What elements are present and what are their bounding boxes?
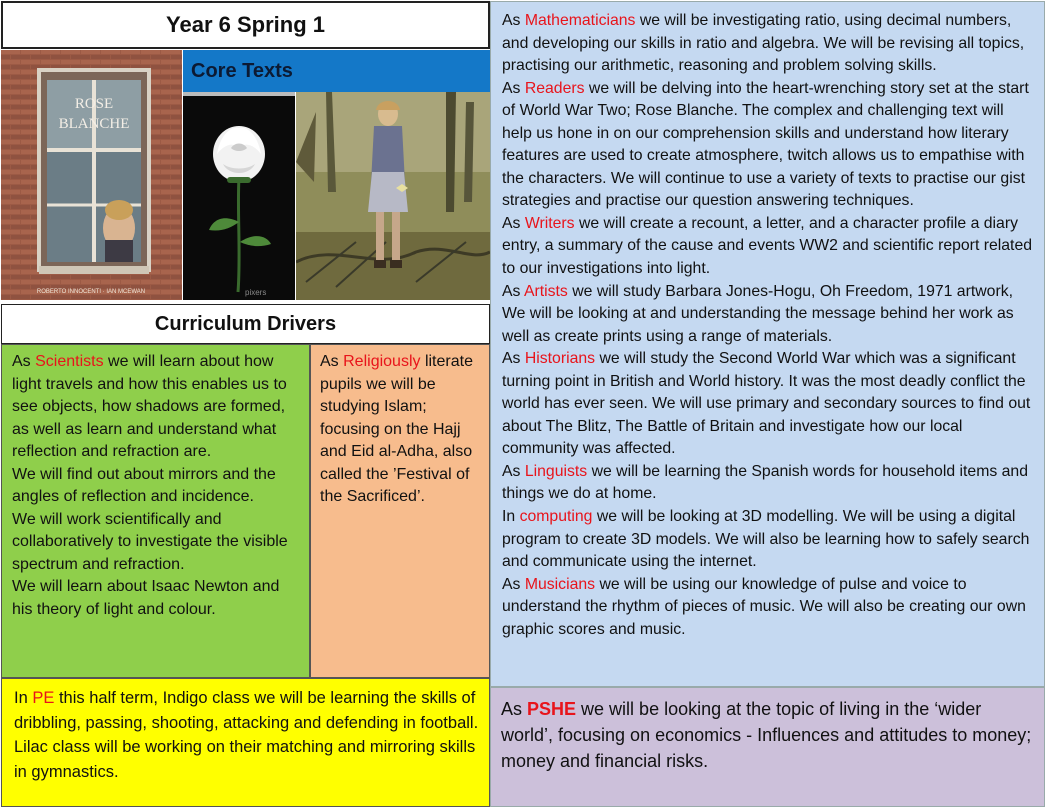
- religious-subject: Religiously: [343, 353, 421, 370]
- subject-name: computing: [519, 508, 593, 526]
- subject-name: Readers: [524, 79, 585, 97]
- subject-body: we will be delving into the heart-wrenching story set at the start of World War Two; Rose Blanche. The complex and challenging text will help us hone in on our comprehension skills and understand how literary features are used to create atmosphere, twitch allows us to empathise with the characters. We will continue to use a variety of texts to practise our gist strategies and practise our question answering techniques.: [502, 79, 1029, 210]
- subject-prefix: As: [502, 282, 524, 300]
- subject-prefix: As: [502, 575, 525, 593]
- pshe-body: we will be looking at the topic of living in the ‘wider world’, focusing on economics - Influences and attitudes to money; money and financial risks.: [501, 699, 1032, 771]
- pshe-prefix: As: [501, 699, 528, 719]
- subject-prefix: As: [502, 79, 525, 97]
- science-body: we will learn about how light travels and how this enables us to see objects, how shadows are formed, as well as learn and understand what reflection and refraction are.: [12, 353, 287, 460]
- science-paragraph-4: We will learn about Isaac Newton and his theory of light and colour.: [12, 578, 280, 618]
- subject-body: we will be investigating ratio, using decimal numbers, and developing our skills in ratio and algebra. We will be revising all topics, practising our arithmetic, reasoning and problem solving skills.: [502, 12, 1025, 75]
- subject-historians: [502, 348, 1034, 461]
- book-title-line2: BLANCHE: [58, 116, 130, 132]
- religious-text: [320, 351, 483, 509]
- subject-prefix: As: [502, 462, 525, 480]
- pe-body: this half term, Indigo class we will be learning the skills of dribbling, passing, shooting, attacking and defending in football.: [14, 689, 479, 732]
- page-title: Year 6 Spring 1: [1, 1, 490, 49]
- subject-body: we will be learning the Spanish words for household items and things we do at home.: [502, 462, 1028, 503]
- science-paragraph-3: We will work scientifically and collaboratively to investigate the visible spectrum and refraction.: [12, 510, 288, 573]
- core-texts-heading: Core Texts: [183, 50, 490, 92]
- subject-name: Artists: [523, 282, 568, 300]
- science-subject: Scientists: [35, 353, 104, 370]
- subject-body: we will be looking at 3D modelling. We will be using a digital program to create 3D models. We will also be learning how to safely search and communicate using the internet.: [502, 508, 1030, 571]
- watermark-text: pixers: [245, 288, 267, 297]
- subject-prefix: As: [502, 214, 525, 232]
- subject-mathematicians: [502, 10, 1034, 78]
- religious-body: literate pupils we will be studying Islam; focusing on the Hajj and Eid al-Adha, also called the ’Festival of the Sacrificed’.: [320, 353, 473, 505]
- subject-name: Musicians: [524, 575, 596, 593]
- subject-readers: [502, 78, 1034, 213]
- book-authors: ROBERTO INNOCENTI · IAN MCEWAN: [36, 289, 146, 295]
- religious-box: [310, 344, 490, 678]
- subject-musicians: [502, 574, 1034, 642]
- subject-writers: [502, 213, 1034, 281]
- pe-box: [1, 678, 490, 807]
- subject-linguists: [502, 461, 1034, 506]
- book-cover-image: [1, 50, 182, 300]
- pe-paragraph-2: Lilac class will be working on their matching and mirroring skills in gymnastics.: [14, 738, 476, 781]
- subject-body: we will study Barbara Jones-Hogu, Oh Freedom, 1971 artwork, We will be looking at and understanding the message behind her work as well as create prints using a range of materials.: [502, 282, 1014, 345]
- subject-body: we will study the Second World War which was a significant turning point in British and World history. It was the most deadly conflict the world has ever seen. We will use primary and secondary sources to find out about The Blitz, The Battle of Britain and investigate how our local community was affected.: [502, 350, 1031, 458]
- subject-prefix: As: [502, 12, 525, 29]
- science-prefix: As: [12, 353, 36, 370]
- pshe-subject: PSHE: [527, 699, 577, 719]
- pshe-text: [501, 696, 1034, 774]
- subject-name: Writers: [524, 214, 575, 232]
- subject-name: Mathematicians: [524, 12, 636, 29]
- subject-artists: [502, 281, 1034, 349]
- science-box: [1, 344, 310, 678]
- subject-prefix: In: [502, 508, 520, 526]
- subject-body: we will create a recount, a letter, and a character profile a diary entry, a summary of the cause and events WW2 and scientific report related to our investigations into light.: [502, 214, 1033, 278]
- subject-computing: [502, 506, 1034, 574]
- book-title-line1: ROSE: [74, 96, 114, 112]
- white-rose-image: [183, 92, 295, 300]
- religious-prefix: As: [320, 353, 344, 370]
- subject-body: we will be using our knowledge of pulse and voice to understand the rhythm of pieces of music. We will also be creating our own graphic scores and music.: [502, 575, 1026, 638]
- pe-text: [14, 686, 481, 735]
- pe-subject: PE: [32, 689, 55, 707]
- ww2-illustration-image: [296, 92, 490, 300]
- subjects-panel: [490, 1, 1045, 687]
- curriculum-drivers-heading: Curriculum Drivers: [1, 304, 490, 344]
- subject-name: Linguists: [524, 462, 588, 480]
- pe-prefix: In: [14, 689, 33, 707]
- pshe-box: [490, 687, 1045, 807]
- science-paragraph-2: We will find out about mirrors and the angles of reflection and incidence.: [12, 465, 276, 505]
- subject-prefix: As: [502, 350, 525, 368]
- science-text: [12, 351, 301, 464]
- subject-name: Historians: [524, 350, 596, 368]
